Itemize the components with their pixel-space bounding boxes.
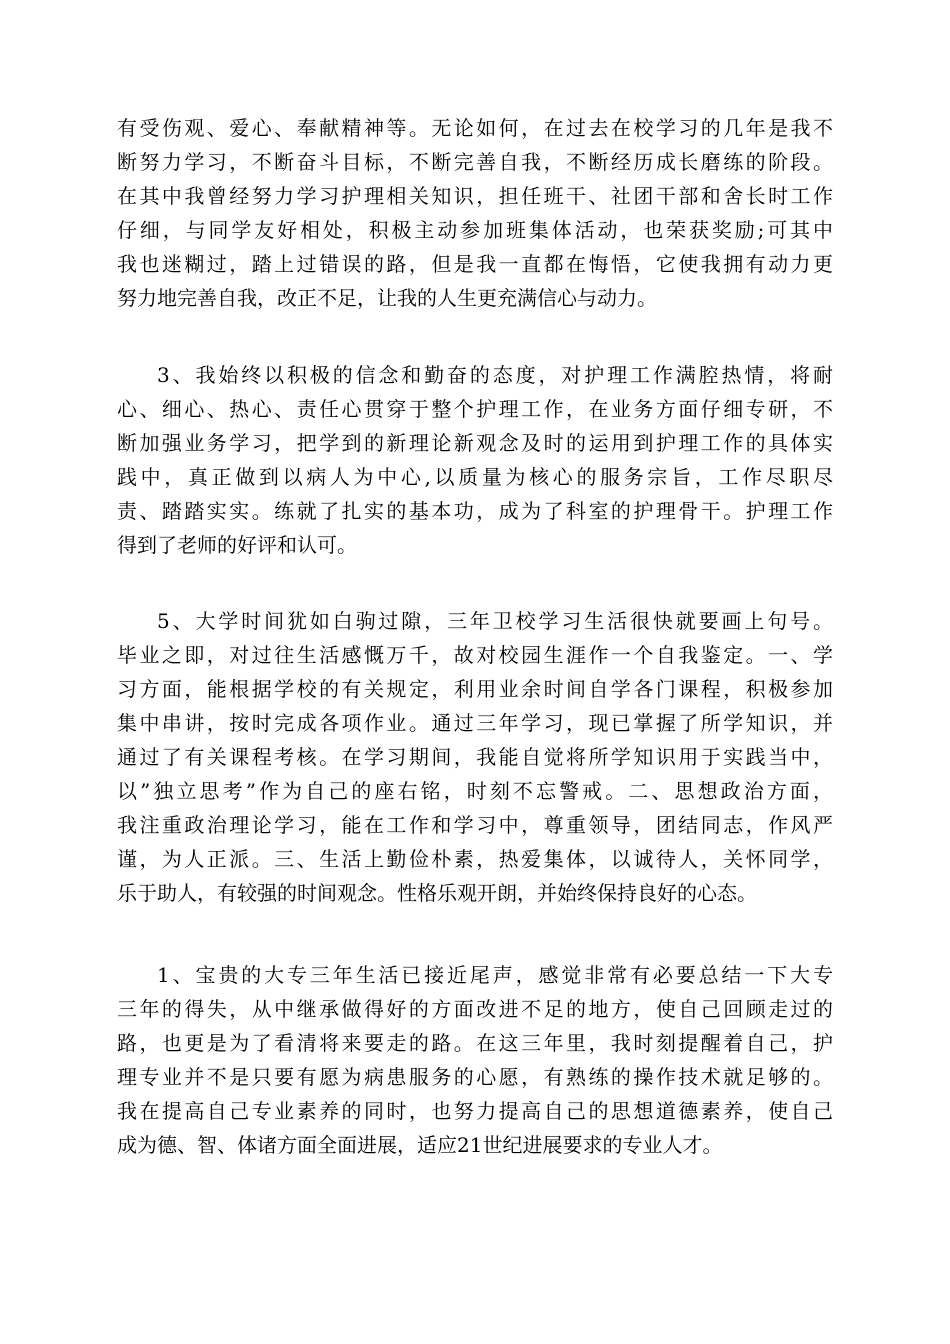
text-line: 责、踏踏实实。练就了扎实的基本功，成为了科室的护理骨干。护理工作: [117, 499, 833, 523]
text-line: 5、大学时间犹如白驹过隙，三年卫校学习生活很快就要画上句号。: [157, 609, 833, 633]
text-line: 断加强业务学习，把学到的新理论新观念及时的运用到护理工作的具体实: [117, 431, 833, 455]
text-line: 以”独立思考”作为自己的座右铭，时刻不忘警戒。二、思想政治方面，: [117, 779, 833, 803]
paragraph-3: [117, 604, 833, 910]
text-line: 通过了有关课程考核。在学习期间，我能自觉将所学知识用于实践当中，: [117, 745, 833, 769]
text-line: 集中串讲，按时完成各项作业。通过三年学习，现已掌握了所学知识，并: [117, 711, 833, 735]
text-line: 乐于助人，有较强的时间观念。性格乐观开朗，并始终保持良好的心态。: [117, 881, 757, 905]
text-line: 路，也更是为了看清将来要走的路。在这三年里，我时刻提醒着自己，护: [117, 1031, 833, 1055]
paragraph-1: [117, 111, 833, 315]
text-line: 习方面，能根据学校的有关规定，利用业余时间自学各门课程，积极参加: [117, 677, 833, 701]
text-line: 理专业并不是只要有愿为病患服务的心愿，有熟练的操作技术就足够的。: [117, 1065, 833, 1089]
text-line: 仔细，与同学友好相处，积极主动参加班集体活动，也荣获奖励;可其中: [117, 218, 833, 242]
text-line: 有受伤观、爱心、奉献精神等。无论如何，在过去在校学习的几年是我不: [117, 116, 833, 140]
text-line: 成为德、智、体诸方面全面进展，适应21世纪进展要求的专业人才。: [117, 1133, 723, 1157]
text-line: 我也迷糊过，踏上过错误的路，但是我一直都在悔悟，它使我拥有动力更: [117, 252, 833, 276]
paragraph-2: [117, 358, 833, 562]
text-line: 3、我始终以积极的信念和勤奋的态度，对护理工作满腔热情，将耐: [157, 363, 833, 387]
text-line: 1、宝贵的大专三年生活已接近尾声，感觉非常有必要总结一下大专: [157, 963, 833, 987]
text-line: 断努力学习，不断奋斗目标，不断完善自我，不断经历成长磨练的阶段。: [117, 150, 833, 174]
text-line: 努力地完善自我，改正不足，让我的人生更充满信心与动力。: [117, 286, 657, 310]
text-line: 心、细心、热心、责任心贯穿于整个护理工作，在业务方面仔细专研，不: [117, 397, 833, 421]
text-line: 谨，为人正派。三、生活上勤俭朴素，热爱集体，以诚待人，关怀同学，: [117, 847, 833, 871]
text-line: 践中，真正做到以病人为中心,以质量为核心的服务宗旨，工作尽职尽: [117, 465, 833, 489]
text-line: 得到了老师的好评和认可。: [117, 533, 357, 557]
text-line: 毕业之即，对过往生活感慨万千，故对校园生涯作一个自我鉴定。一、学: [117, 643, 833, 667]
text-line: 我注重政治理论学习，能在工作和学习中，尊重领导，团结同志，作风严: [117, 813, 833, 837]
paragraph-4: [117, 958, 833, 1162]
text-line: 三年的得失，从中继承做得好的方面改进不足的地方，使自己回顾走过的: [117, 997, 833, 1021]
text-line: 在其中我曾经努力学习护理相关知识，担任班干、社团干部和舍长时工作: [117, 184, 833, 208]
text-line: 我在提高自己专业素养的同时，也努力提高自己的思想道德素养，使自己: [117, 1099, 833, 1123]
